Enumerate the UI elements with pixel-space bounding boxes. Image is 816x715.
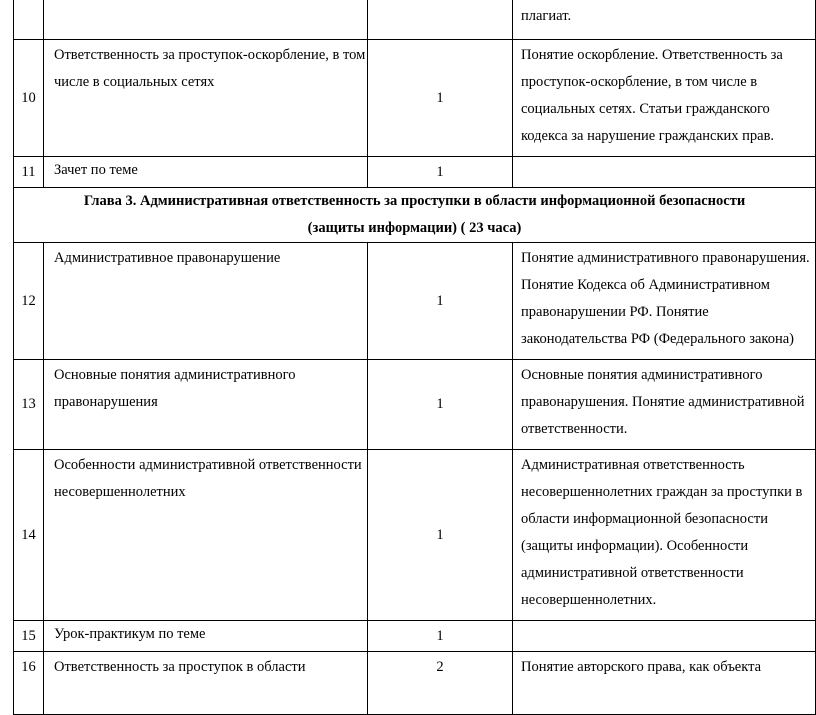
table-row: [14, 243, 816, 360]
table-row: [14, 157, 816, 188]
row-description: плагиат.: [513, 0, 816, 40]
row-hours: 1: [368, 621, 513, 652]
table-row: [14, 40, 816, 157]
row-topic: Ответственность за проступок-оскорбление, в том числе в социальных сетях: [44, 40, 368, 157]
row-hours: 2: [368, 652, 513, 715]
row-topic: Урок-практикум по теме: [44, 621, 368, 652]
row-description: Административная ответственность несовершеннолетних граждан за проступки в области информационной безопасности (защиты информации). Особенности административной ответственности несовершеннолетних.: [513, 450, 816, 621]
chapter-heading: Глава 3. Административная ответственность за проступки в области информационной безопасности (защиты информации) ( 23 часа): [14, 188, 816, 243]
row-number: 10: [14, 40, 44, 157]
row-number: 11: [14, 157, 44, 188]
row-hours: 1: [368, 450, 513, 621]
row-number: [14, 0, 44, 40]
table-row: [14, 450, 816, 621]
row-topic: Административное правонарушение: [44, 243, 368, 360]
row-description: [513, 157, 816, 188]
row-hours: [368, 0, 513, 40]
row-number: 16: [14, 652, 44, 715]
row-topic: Особенности административной ответственности несовершеннолетних: [44, 450, 368, 621]
row-description: Понятие авторского права, как объекта: [513, 652, 816, 715]
row-number: 13: [14, 360, 44, 450]
lesson-plan-table: [13, 0, 816, 715]
table-row: [14, 360, 816, 450]
row-topic: Ответственность за проступок в области: [44, 652, 368, 715]
table-row: [14, 0, 816, 40]
row-description: Понятие административного правонарушения. Понятие Кодекса об Административном правонарушении РФ. Понятие законодательства РФ (Федерального закона): [513, 243, 816, 360]
table-row: [14, 621, 816, 652]
row-topic: Основные понятия административного правонарушения: [44, 360, 368, 450]
row-hours: 1: [368, 360, 513, 450]
row-hours: 1: [368, 243, 513, 360]
chapter-row: [14, 188, 816, 243]
row-description: Понятие оскорбление. Ответственность за проступок-оскорбление, в том числе в социальных сетях. Статьи гражданского кодекса за нарушение гражданских прав.: [513, 40, 816, 157]
row-topic: Зачет по теме: [44, 157, 368, 188]
table-row: [14, 652, 816, 715]
row-number: 12: [14, 243, 44, 360]
row-number: 14: [14, 450, 44, 621]
row-number: 15: [14, 621, 44, 652]
row-description: [513, 621, 816, 652]
row-hours: 1: [368, 157, 513, 188]
row-topic: [44, 0, 368, 40]
row-hours: 1: [368, 40, 513, 157]
row-description: Основные понятия административного правонарушения. Понятие административной ответственности.: [513, 360, 816, 450]
